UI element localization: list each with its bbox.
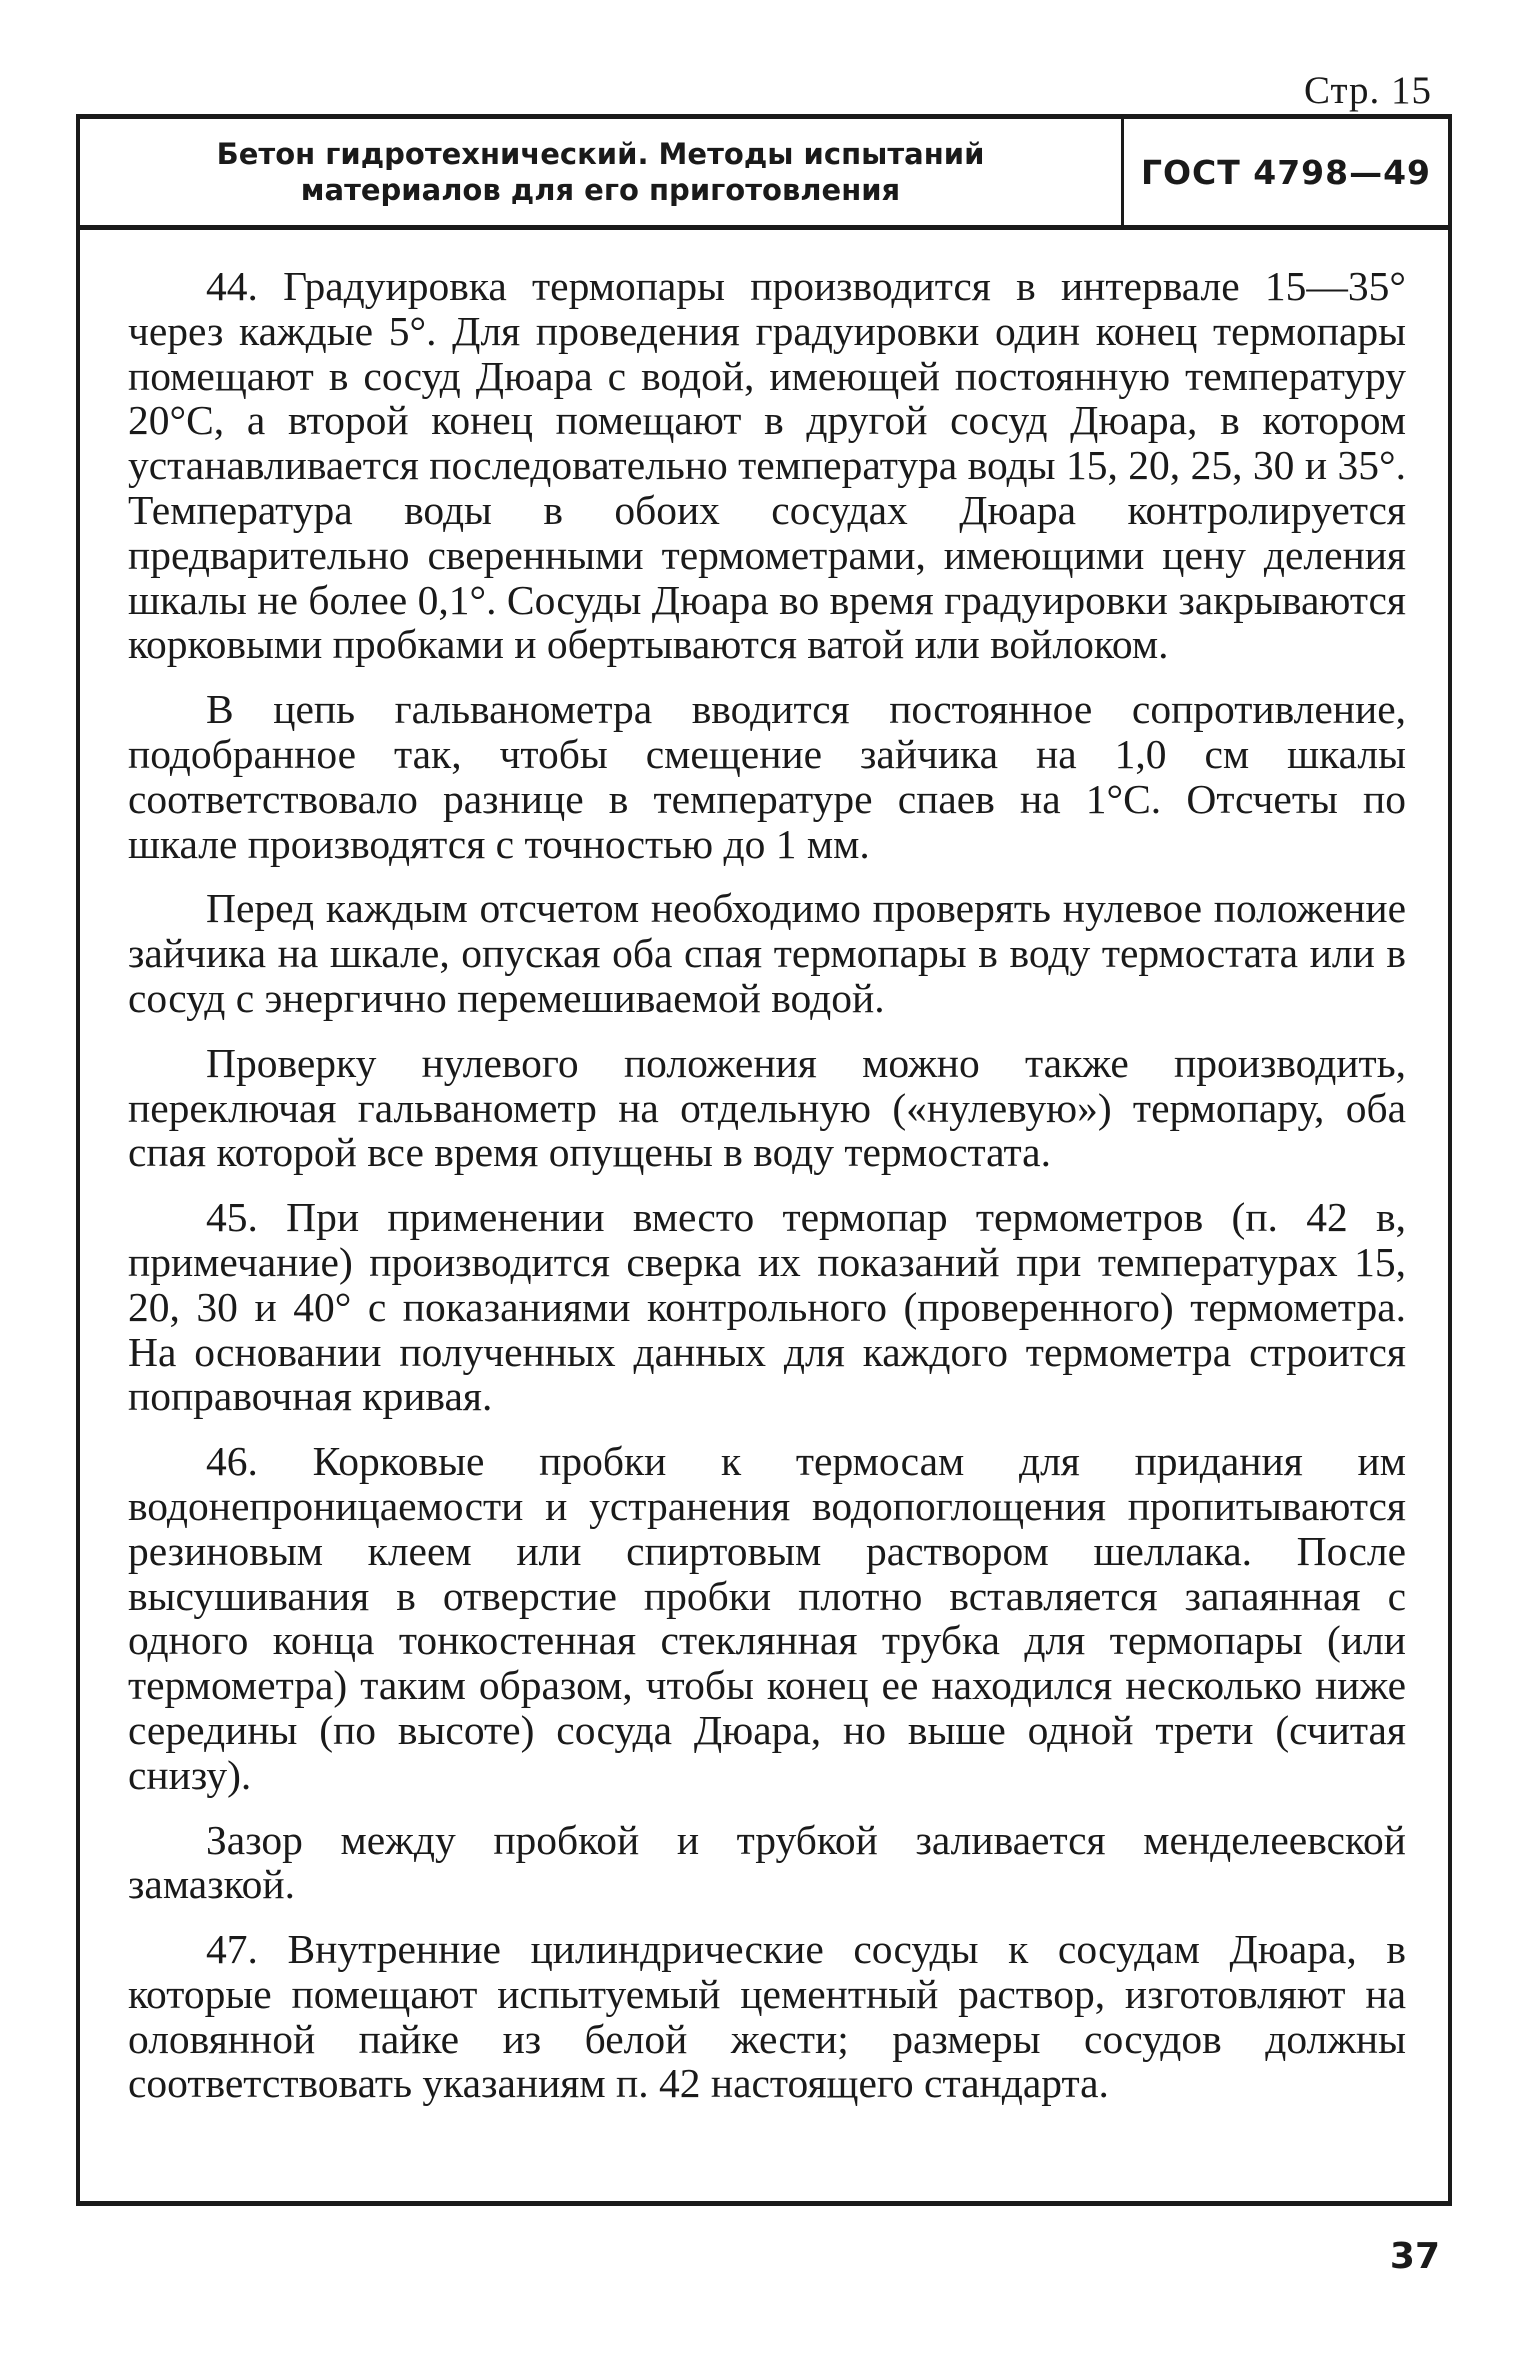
standard-code: ГОСТ 4798—49 [1140, 152, 1432, 192]
paragraph: 45. При применении вместо термопар термометров (п. 42 в, примечание) производится сверка их показаний при температурах 15, 20, 30 и 40° с показаниями контрольного (проверенного) термометра. На основании полученных данных для каждого термометра строится поправочная кривая. [128, 1194, 1406, 1420]
header-title-line-2: материалов для его приготовления [300, 173, 901, 207]
paragraph: В цепь гальванометра вводится постоянное сопротивление, подобранное так, чтобы смещение зайчика на 1,0 см шкалы соответствовало разнице в температуре спаев на 1°С. Отсчеты по шкале производятся с точностью до 1 мм. [128, 686, 1406, 867]
paragraph: Проверку нулевого положения можно также производить, переключая гальванометр на отдельную («нулевую») термопару, оба спая которой все время опущены в воду термостата. [128, 1039, 1406, 1176]
document-header [80, 114, 1448, 230]
page-label: Стр. 15 [1303, 69, 1432, 112]
paragraph: 46. Корковые пробки к термосам для придания им водонепроницаемости и устранения водопоглощения пропитываются резиновым клеем или спиртовым раствором шеллака. После высушивания в отверстие пробки плотно вставляется запаянная с одного конца тонкостенная стеклянная трубка для термопары (или термометра) таким образом, чтобы конец ее находился несколько ниже середины (по высоте) сосуда Дюара, но выше одной трети (считая снизу). [128, 1438, 1406, 1798]
header-title-line-1: Бетон гидротехнический. Методы испытаний [216, 137, 985, 171]
page-frame [76, 114, 1452, 2206]
paragraph: 47. Внутренние цилиндрические сосуды к сосудам Дюара, в которые помещают испытуемый цементный раствор, изготовляют на оловянной пайке из белой жести; размеры сосудов должны соответствовать указаниям п. 42 настоящего стандарта. [128, 1926, 1406, 2107]
paragraph: Перед каждым отсчетом необходимо проверять нулевое положение зайчика на шкале, опуская оба спая термопары в воду термостата или в сосуд с энергично перемешиваемой водой. [128, 885, 1406, 1021]
header-title [80, 119, 1124, 225]
body-text [128, 264, 1406, 2126]
paragraph: 44. Градуировка термопары производится в интервале 15—35° через каждые 5°. Для проведения градуировки один конец термопары помещают в сосуд Дюара с водой, имеющей постоянную температуру 20°С, а второй конец помещают в другой сосуд Дюара, в котором устанавливается последовательно температура воды 15, 20, 25, 30 и 35°. Температура воды в обоих сосудах Дюара контролируется предварительно сверенными термометрами, имеющими цену деления шкалы не более 0,1°. Сосуды Дюара во время градуировки закрываются корковыми пробками и обертываются ватой или войлоком. [128, 263, 1406, 668]
page-number: 37 [1389, 2236, 1440, 2277]
paragraph: Зазор между пробкой и трубкой заливается менделеевской замазкой. [128, 1816, 1406, 1908]
